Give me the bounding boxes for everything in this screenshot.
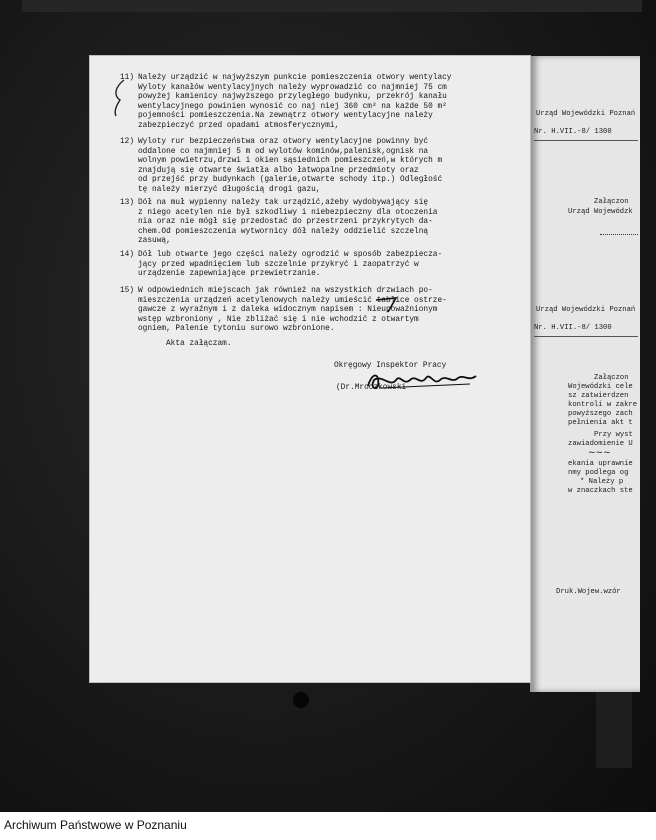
item-text <box>138 287 528 335</box>
side-footer-print: Druk.Wojew.wzór <box>556 588 621 596</box>
side-line: Wojewódzki cele <box>568 383 633 391</box>
item-text <box>138 74 528 132</box>
text-line: gawcze z wyraźnym i z daleka widocznym napisem : Nieupoważnionym <box>138 306 438 315</box>
margin-bracket-mark <box>110 78 128 118</box>
side-line: nmy podlega og <box>568 469 629 477</box>
text-line: wolnym powietrzu,drzwi i okien sąsiednich pomieszczeń,w których m <box>138 157 443 166</box>
side-rule-1 <box>534 140 638 141</box>
film-edge <box>22 0 642 12</box>
document-page <box>90 56 530 682</box>
text-line: powyżej kamienicy najwyższego przyległego budynku, przekrój kanału <box>138 93 447 102</box>
text-line: zasuwą, <box>138 237 171 246</box>
text-line: wstęp wzbroniony , Nie zbliżać się i nie wchodzić z otwartym <box>138 315 419 324</box>
item-text <box>138 251 528 280</box>
text-line: wentylacyjnego powinien wynosić co naj niej 360 cm² na każde 50 m² <box>138 102 447 111</box>
text-line: chem.Od pomieszczenia wytwornicy dół należy oddzielić szczelną <box>138 227 429 236</box>
side-line: Załączon <box>594 374 629 382</box>
binding-clip <box>596 692 632 768</box>
text-line: znajdują się otwarte światła albo łatwopalne przedmioty oraz <box>138 166 419 175</box>
item-number: 14) <box>120 251 135 259</box>
side-label-1a: Załączon <box>594 198 629 206</box>
text-line: Należy urządzić w najwyższym punkcie pomieszczenia otwory wentylacy <box>138 74 452 82</box>
item-number: 13) <box>120 199 135 207</box>
side-header-1: Urząd Wojewódzki Poznań <box>536 110 636 118</box>
text-line: W odpowiednich miejscach jak również na wszystkich drzwiach po- <box>138 287 433 295</box>
side-label-1b: Urząd Wojewódzk <box>568 208 633 216</box>
text-line: jący przed wpadnięciem lub szczelnie przykryć i zaopatrzyć w <box>138 260 419 269</box>
side-line: kontroli w zakre <box>568 401 638 409</box>
text-line: ogniem, Palenie tytoniu surowo wzbronione. <box>138 325 335 334</box>
item-number: 15) <box>120 287 135 295</box>
text-line: oddalone co najmniej 5 m od wylotów kominów,palenisk,ognisk na <box>138 147 429 156</box>
text-line: od przejść przy budynkach (galerie,otwarte schody itp.) Odległość <box>138 176 443 185</box>
side-line: ekania uprawnie <box>568 460 633 468</box>
text-line: z niego acetylen nie był szkodliwy i niebezpieczny dla otoczenia <box>138 208 438 217</box>
text-line: urządzenie zapewniające przewietrzanie. <box>138 270 321 279</box>
text-line: pojemności pomieszczenia.Na zewnątrz otwory wentylacyjne należy <box>138 112 433 121</box>
side-header-2: Urząd Wojewódzki Poznań <box>536 306 636 314</box>
side-ref-1: Nr. H.VII.-8/ 1300 <box>534 128 612 136</box>
enclosure-note: Akta załączam. <box>166 340 232 348</box>
inspector-title: Okręgowy Inspektor Pracy <box>334 362 447 370</box>
side-line: Przy wyst <box>594 431 633 439</box>
text-line: Wyloty kanałów wentylacyjnych należy wyprowadzić co najmniej 75 cm <box>138 83 447 92</box>
text-line: Dół lub otwarte jego części należy ogrodzić w sposób zabezpiecza- <box>138 251 443 259</box>
archive-footer <box>0 812 656 840</box>
item-text <box>138 138 528 196</box>
item-number: 11) <box>120 74 135 82</box>
adjacent-page <box>530 56 640 692</box>
side-rule-2 <box>534 336 638 337</box>
side-line: w znaczkach ste <box>568 487 633 495</box>
binding-hole <box>293 692 309 708</box>
item-number: 12) <box>120 138 135 146</box>
side-line: * Należy p <box>580 478 624 486</box>
text-line: Dół na muł wypienny należy tak urządzić,ażeby wydobywający się <box>138 199 429 207</box>
text-line: Wyloty rur bezpieczeństwa oraz otwory wentylacyjne powinny być <box>138 138 429 146</box>
archive-name: Archiwum Państwowe w Poznaniu <box>4 818 187 832</box>
side-handwriting: ~~~ <box>588 448 611 458</box>
text-line: tę należy mierzyć długością drogi gazu, <box>138 185 321 194</box>
side-line: pełnienia akt t <box>568 419 633 427</box>
item-text <box>138 199 528 247</box>
side-dotted-line <box>600 234 638 235</box>
side-line: powyższego zach <box>568 410 633 418</box>
side-line: zawiadomienie U <box>568 440 633 448</box>
side-line: sz zatwierdzen <box>568 392 629 400</box>
text-line: nia oraz nie mógł się przedostać do przestrzeni przykrytych da- <box>138 218 433 227</box>
side-ref-2: Nr. H.VII.-8/ 1300 <box>534 324 612 332</box>
inspector-name: (Dr.Mroczkowski <box>336 384 407 392</box>
text-line: mieszczenia urządzeń acetylenowych należy umieścić tablice ostrze- <box>138 296 447 305</box>
handwritten-check-mark <box>372 294 412 314</box>
text-line: zabezpieczyć przed opadami atmosferycznymi, <box>138 121 340 130</box>
